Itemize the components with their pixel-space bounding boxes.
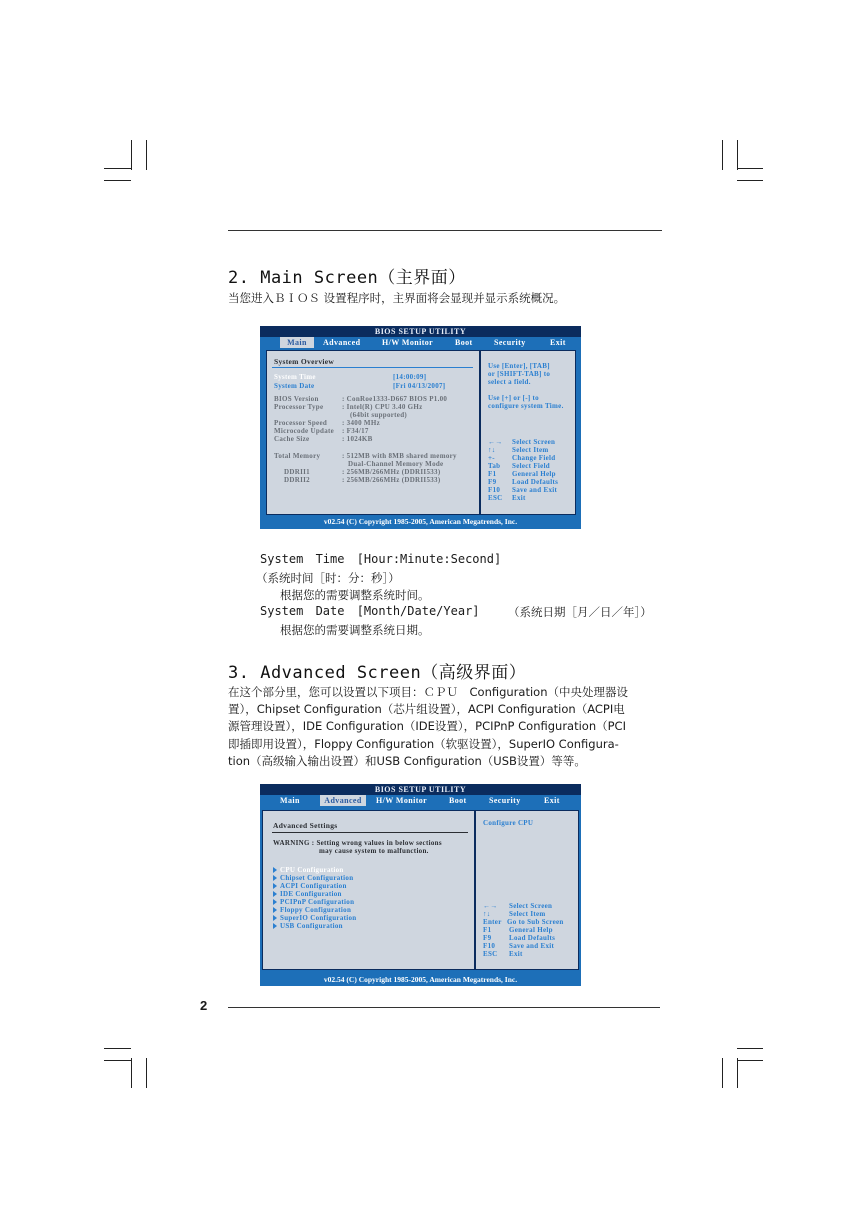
key-desc: Go to Sub Screen (507, 918, 564, 926)
advanced-settings-title: Advanced Settings (273, 821, 338, 830)
menu-advanced[interactable]: Advanced (323, 338, 361, 347)
help-line: or [SHIFT-TAB] to (488, 370, 551, 378)
info-label: BIOS Version (274, 395, 319, 403)
menu-exit[interactable]: Exit (544, 796, 560, 805)
warning-line: may cause system to malfunction. (319, 847, 429, 855)
adv-item-acpi[interactable] (273, 882, 347, 890)
submenu-arrow-icon (273, 883, 277, 889)
menu-boot[interactable]: Boot (455, 338, 473, 347)
system-date-value[interactable]: [Fri 04/13/2007] (393, 382, 446, 390)
adv-item-label: SuperIO Configuration (280, 914, 357, 922)
overview-underline (272, 367, 473, 368)
system-date-cn: （系统日期［月／日／年］） (508, 605, 652, 619)
adv-help: Configure CPU (483, 819, 534, 827)
key-desc: Select Item (512, 446, 549, 454)
system-date-line: System Date [Month/Date/Year] (260, 604, 480, 618)
section-intro: 当您进入ＢＩＯＳ 设置程序时，主界面将会显现并显示系统概况。 (228, 291, 566, 305)
bios-footer: v02.54 (C) Copyright 1985-2005, American Megatrends, Inc. (260, 974, 581, 985)
top-rule (228, 230, 662, 231)
bios-title: BIOS SETUP UTILITY (260, 326, 581, 337)
key-name: F10 (483, 942, 496, 950)
adv-item-label: PCIPnP Configuration (280, 898, 355, 906)
system-time-line: System Time [Hour:Minute:Second] (260, 552, 502, 566)
bios-menubar (260, 337, 581, 348)
memory-value: Dual-Channel Memory Mode (348, 460, 444, 468)
key-desc: Exit (512, 494, 526, 502)
help-line: select a field. (488, 378, 531, 386)
system-overview-title: System Overview (274, 357, 335, 366)
section3-para-line: 源管理设置），IDE Configuration（IDE设置），PCIPnP Configuration（PCI (228, 719, 626, 733)
key-name: ↑↓ (483, 910, 491, 918)
adv-item-chipset[interactable] (273, 874, 353, 882)
bios-title: BIOS SETUP UTILITY (260, 784, 581, 795)
memory-value: : 512MB with 8MB shared memory (342, 452, 457, 460)
page-number: 2 (200, 998, 208, 1013)
adv-item-label: Floppy Configuration (280, 906, 352, 914)
bios-menubar (260, 795, 581, 806)
menu-hw-monitor[interactable]: H/W Monitor (382, 338, 434, 347)
menu-security[interactable]: Security (494, 338, 526, 347)
system-date-label[interactable]: System Date (274, 382, 315, 390)
info-value: : ConRoe1333-D667 BIOS P1.00 (342, 395, 448, 403)
key-desc: Load Defaults (512, 478, 559, 486)
key-name: F10 (488, 486, 501, 494)
info-label: Processor Type (274, 403, 324, 411)
key-desc: Load Defaults (509, 934, 556, 942)
key-desc: Select Field (512, 462, 551, 470)
key-name: ESC (488, 494, 503, 502)
bios-advanced-screen (260, 784, 581, 986)
submenu-arrow-icon (273, 875, 277, 881)
menu-hw-monitor[interactable]: H/W Monitor (376, 796, 428, 805)
memory-label: DDRII1 (284, 468, 310, 476)
memory-label: DDRII2 (284, 476, 310, 484)
section-heading-main-screen: 2. Main Screen（主界面） (228, 268, 466, 288)
key-name: Tab (488, 462, 501, 470)
key-name: ↑↓ (488, 446, 496, 454)
bios-footer: v02.54 (C) Copyright 1985-2005, American Megatrends, Inc. (260, 516, 581, 527)
menu-security[interactable]: Security (489, 796, 521, 805)
memory-label: Total Memory (274, 452, 321, 460)
help-line: Use [Enter], [TAB] (488, 362, 550, 370)
key-name: ←→ (488, 438, 503, 446)
advanced-underline (272, 832, 468, 833)
info-label: Microcode Update (274, 427, 335, 435)
adv-item-cpu[interactable] (273, 866, 344, 874)
key-name: F1 (483, 926, 492, 934)
bios-main-screen (260, 326, 581, 529)
submenu-arrow-icon (273, 891, 277, 897)
key-name: +- (488, 454, 495, 462)
key-desc: General Help (512, 470, 556, 478)
submenu-arrow-icon (273, 915, 277, 921)
section3-para-line: tion（高级输入输出设置）和USB Configuration（USB设置）等等。 (228, 754, 586, 768)
key-name: F9 (488, 478, 497, 486)
key-desc: Save and Exit (512, 486, 558, 494)
adv-item-superio[interactable] (273, 914, 357, 922)
key-desc: Select Item (509, 910, 546, 918)
menu-exit[interactable]: Exit (550, 338, 566, 347)
help-line: configure system Time. (488, 402, 564, 410)
adv-item-label: IDE Configuration (280, 890, 342, 898)
info-value: (64bit supported) (350, 411, 408, 419)
menu-boot[interactable]: Boot (449, 796, 467, 805)
adv-item-label: ACPI Configuration (280, 882, 347, 890)
menu-main[interactable]: Main (280, 337, 314, 348)
adv-item-ide[interactable] (273, 890, 342, 898)
key-desc: Save and Exit (509, 942, 555, 950)
bottom-rule (228, 1007, 660, 1008)
key-desc: Select Screen (509, 902, 553, 910)
section3-para-line: 置），Chipset Configuration（芯片组设置），ACPI Configuration（ACPI电 (228, 702, 625, 716)
info-label: Cache Size (274, 435, 310, 443)
info-value: : 1024KB (342, 435, 373, 443)
system-time-cn: （系统时间［时：分：秒］） (256, 571, 400, 585)
submenu-arrow-icon (273, 907, 277, 913)
memory-value: : 256MB/266MHz (DDRII533) (342, 476, 441, 484)
key-desc: General Help (509, 926, 553, 934)
system-time-label[interactable]: System Time (274, 373, 316, 381)
memory-value: : 256MB/266MHz (DDRII533) (342, 468, 441, 476)
system-time-desc: 根据您的需要调整系统时间。 (280, 588, 430, 602)
key-desc: Exit (509, 950, 523, 958)
info-value: : F34/17 (342, 427, 369, 435)
section3-para-line: 在这个部分里，您可以设置以下项目：ＣＰＵ Configuration（中央处理器设 (228, 685, 628, 699)
system-time-value[interactable]: [14:00:09] (393, 373, 427, 381)
menu-main[interactable]: Main (280, 796, 300, 805)
submenu-arrow-icon (273, 899, 277, 905)
key-name: ←→ (483, 902, 498, 910)
system-date-desc: 根据您的需要调整系统日期。 (280, 623, 430, 637)
info-value: : Intel(R) CPU 3.40 GHz (342, 403, 423, 411)
info-label: Processor Speed (274, 419, 328, 427)
key-desc: Select Screen (512, 438, 556, 446)
submenu-arrow-icon (273, 923, 277, 929)
key-name: F1 (488, 470, 497, 478)
submenu-arrow-icon (273, 867, 277, 873)
adv-item-label: USB Configuration (280, 922, 343, 930)
adv-item-pcipnp[interactable] (273, 898, 354, 906)
adv-item-usb[interactable] (273, 922, 343, 930)
key-desc: Change Field (512, 454, 556, 462)
section-heading-advanced-screen: 3. Advanced Screen（高级界面） (228, 663, 527, 683)
key-name: Enter (483, 918, 502, 926)
adv-item-label: CPU Configuration (280, 866, 344, 874)
adv-item-label: Chipset Configuration (280, 874, 354, 882)
warning-line: WARNING : Setting wrong values in below sections (273, 839, 442, 847)
menu-advanced[interactable]: Advanced (320, 795, 366, 806)
section3-para-line: 即插即用设置），Floppy Configuration（软驱设置），SuperIO Configura- (228, 737, 619, 751)
key-name: ESC (483, 950, 498, 958)
key-name: F9 (483, 934, 492, 942)
info-value: : 3400 MHz (342, 419, 380, 427)
help-line: Use [+] or [-] to (488, 394, 539, 402)
adv-item-floppy[interactable] (273, 906, 351, 914)
